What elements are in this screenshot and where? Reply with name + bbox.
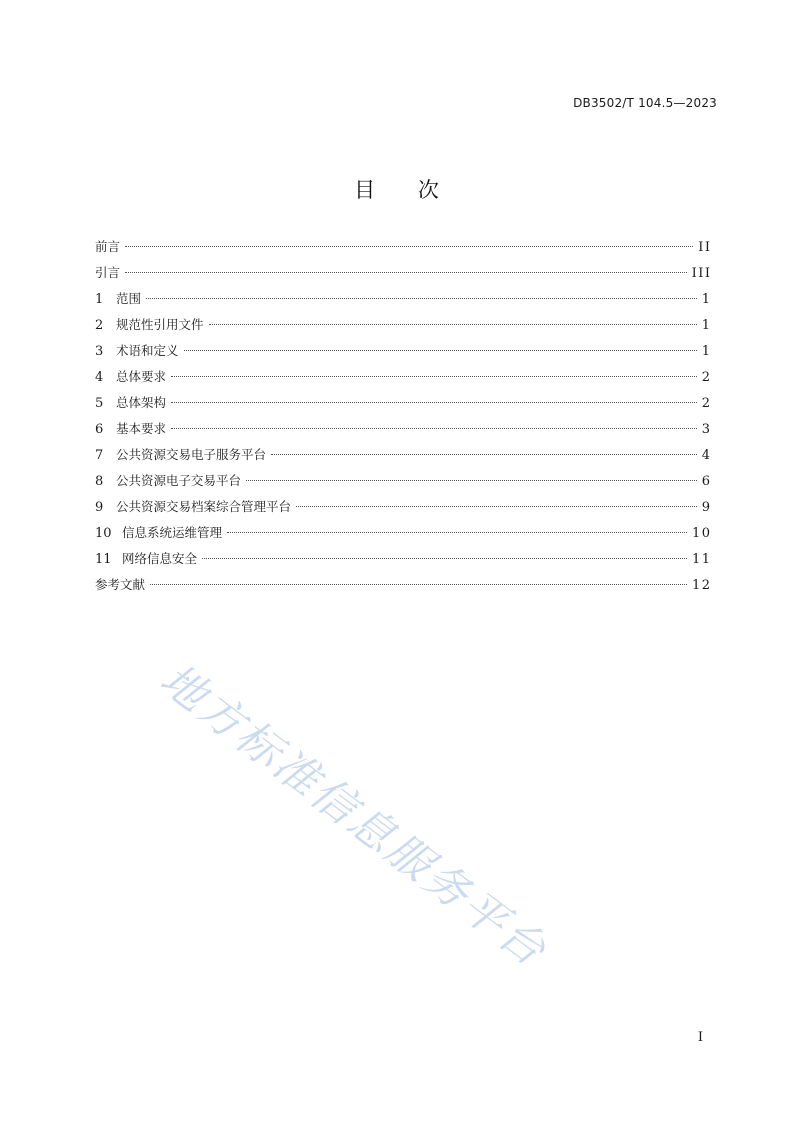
toc-entry-electronic-trading-platform[interactable] (95, 468, 710, 494)
toc-entry-page: 1 (701, 292, 712, 307)
toc-entry-page: 2 (701, 370, 712, 385)
dot-leader (209, 324, 697, 325)
dot-leader (125, 272, 687, 273)
toc-entry-label: 基本要求 (116, 421, 167, 436)
dot-leader (171, 402, 697, 403)
toc-entry-normative-references[interactable] (95, 312, 710, 338)
toc-entry-page: 9 (701, 500, 712, 515)
toc-entry-page: 1 (701, 344, 712, 359)
toc-entry-number: 2 (95, 318, 104, 333)
toc-entry-page: 2 (701, 396, 712, 411)
dot-leader (146, 298, 697, 299)
toc-entry-label: 总体架构 (116, 395, 167, 410)
dot-leader (227, 532, 687, 533)
toc-entry-page: 6 (701, 474, 712, 489)
dot-leader (246, 480, 697, 481)
toc-entry-system-operations[interactable] (95, 520, 710, 546)
toc-entry-number: 1 (95, 292, 104, 307)
table-of-contents (95, 234, 710, 598)
page-number: I (697, 1030, 703, 1045)
toc-entry-number: 4 (95, 370, 104, 385)
dot-leader (184, 350, 697, 351)
toc-entry-label: 引言 (95, 265, 121, 280)
page-title: 目 次 (354, 178, 457, 202)
toc-entry-label: 总体要求 (116, 369, 167, 384)
toc-entry-page: 4 (701, 448, 712, 463)
toc-entry-general-requirements[interactable] (95, 364, 710, 390)
toc-entry-label: 公共资源交易电子服务平台 (116, 447, 267, 462)
toc-entry-page: 1 (701, 318, 712, 333)
toc-entry-overall-architecture[interactable] (95, 390, 710, 416)
dot-leader (171, 428, 697, 429)
toc-entry-number: 8 (95, 474, 104, 489)
toc-entry-number: 9 (95, 500, 104, 515)
dot-leader (171, 376, 697, 377)
toc-entry-label: 规范性引用文件 (116, 317, 204, 332)
toc-entry-archive-management-platform[interactable] (95, 494, 710, 520)
dot-leader (296, 506, 697, 507)
dot-leader (150, 584, 687, 585)
toc-entry-electronic-service-platform[interactable] (95, 442, 710, 468)
toc-entry-label: 术语和定义 (116, 343, 179, 358)
toc-entry-number: 11 (95, 552, 112, 567)
toc-entry-label: 参考文献 (95, 577, 146, 592)
toc-entry-number: 3 (95, 344, 104, 359)
toc-entry-page: 10 (691, 526, 712, 541)
document-code: DB3502/T 104.5—2023 (573, 96, 717, 110)
watermark-text: 地方标准信息服务平台 (150, 653, 557, 978)
toc-entry-page: 12 (691, 578, 712, 593)
toc-entry-page: II (698, 240, 712, 255)
dot-leader (271, 454, 697, 455)
toc-entry-page: 11 (691, 552, 712, 567)
toc-entry-foreword[interactable] (95, 234, 710, 260)
toc-entry-page: 3 (701, 422, 712, 437)
toc-entry-bibliography[interactable] (95, 572, 710, 598)
toc-entry-label: 公共资源电子交易平台 (116, 473, 242, 488)
toc-entry-label: 网络信息安全 (122, 551, 198, 566)
toc-entry-introduction[interactable] (95, 260, 710, 286)
toc-entry-scope[interactable] (95, 286, 710, 312)
toc-entry-number: 6 (95, 422, 104, 437)
toc-entry-label: 范围 (116, 291, 142, 306)
toc-entry-basic-requirements[interactable] (95, 416, 710, 442)
toc-entry-label: 公共资源交易档案综合管理平台 (116, 499, 292, 514)
toc-entry-terms-definitions[interactable] (95, 338, 710, 364)
toc-entry-page: III (691, 266, 712, 281)
toc-entry-number: 10 (95, 526, 112, 541)
dot-leader (202, 558, 687, 559)
toc-entry-number: 7 (95, 448, 104, 463)
toc-entry-number: 5 (95, 396, 104, 411)
toc-entry-label: 信息系统运维管理 (122, 525, 223, 540)
toc-entry-network-security[interactable] (95, 546, 710, 572)
toc-entry-label: 前言 (95, 239, 121, 254)
dot-leader (125, 246, 693, 247)
